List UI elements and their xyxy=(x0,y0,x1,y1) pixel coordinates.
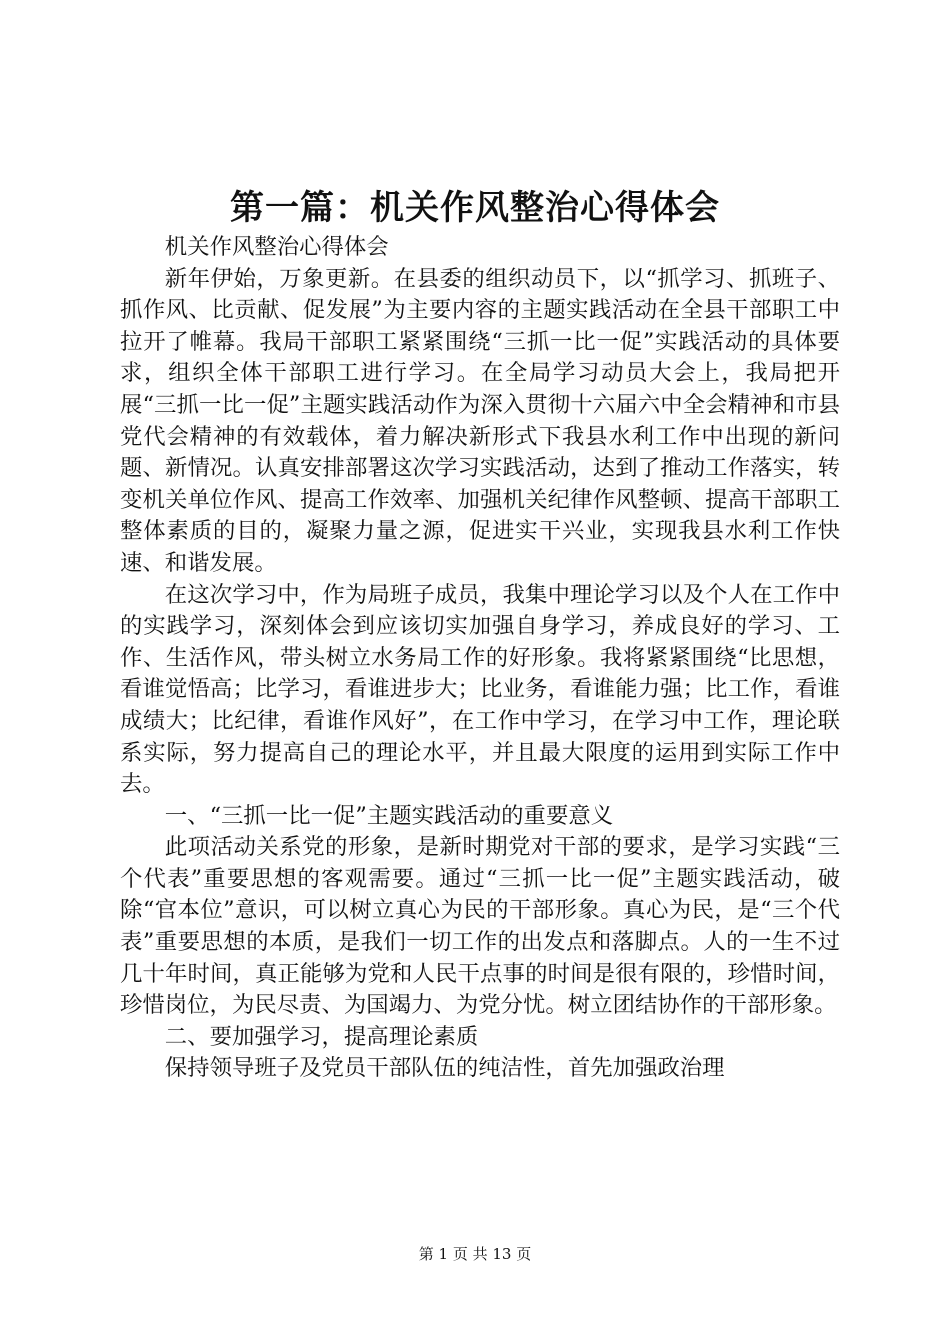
body-paragraph: 在这次学习中，作为局班子成员，我集中理论学习以及个人在工作中的实践学习，深刻体会到应该切实加强自身学习，养成良好的学习、工作、生活作风，带头树立水务局工作的好形象。我将紧紧围绕“比思想，看谁觉悟高；比学习，看谁进步大；比业务，看谁能力强；比工作，看谁成绩大；比纪律，看谁作风好”，在工作中学习，在学习中工作，理论联系实际，努力提高自己的理论水平，并且最大限度的运用到实际工作中去。 xyxy=(120,581,840,798)
section-heading: 一、“三抓一比一促”主题实践活动的重要意义 xyxy=(164,802,614,829)
body-paragraph: 保持领导班子及党员干部队伍的纯洁性，首先加强政治理 xyxy=(164,1055,725,1082)
document-title: 第一篇：机关作风整治心得体会 xyxy=(230,188,720,228)
page-number-footer: 第 1 页 共 13 页 xyxy=(418,1245,532,1263)
document-body xyxy=(120,232,840,1085)
body-paragraph: 此项活动关系党的形象，是新时期党对干部的要求，是学习实践“三个代表”重要思想的客观需要。通过“三抓一比一促”主题实践活动，破除“官本位”意识，可以树立真心为民的干部形象。真心为民，是“三个代表”重要思想的本质，是我们一切工作的出发点和落脚点。人的一生不过几十年时间，真正能够为党和人民干点事的时间是很有限的，珍惜时间，珍惜岗位，为民尽责、为国竭力、为党分忧。树立团结协作的干部形象。 xyxy=(120,834,840,1019)
subtitle-paragraph: 机关作风整治心得体会 xyxy=(164,234,389,260)
section-heading: 二、要加强学习，提高理论素质 xyxy=(164,1023,479,1050)
body-paragraph: 新年伊始，万象更新。在县委的组织动员下，以“抓学习、抓班子、抓作风、比贡献、促发展”为主要内容的主题实践活动在全县干部职工中拉开了帷幕。我局干部职工紧紧围绕“三抓一比一促”实践活动的具体要求，组织全体干部职工进行学习。在全局学习动员大会上，我局把开展“三抓一比一促”主题实践活动作为深入贯彻十六届六中全会精神和市县党代会精神的有效载体，着力解决新形式下我县水利工作中出现的新问题、新情况。认真安排部署这次学习实践活动，达到了推动工作落实，转变机关单位作风、提高工作效率、加强机关纪律作风整顿、提高干部职工整体素质的目的，凝聚力量之源，促进实干兴业，实现我县水利工作快速、和谐发展。 xyxy=(120,265,840,576)
